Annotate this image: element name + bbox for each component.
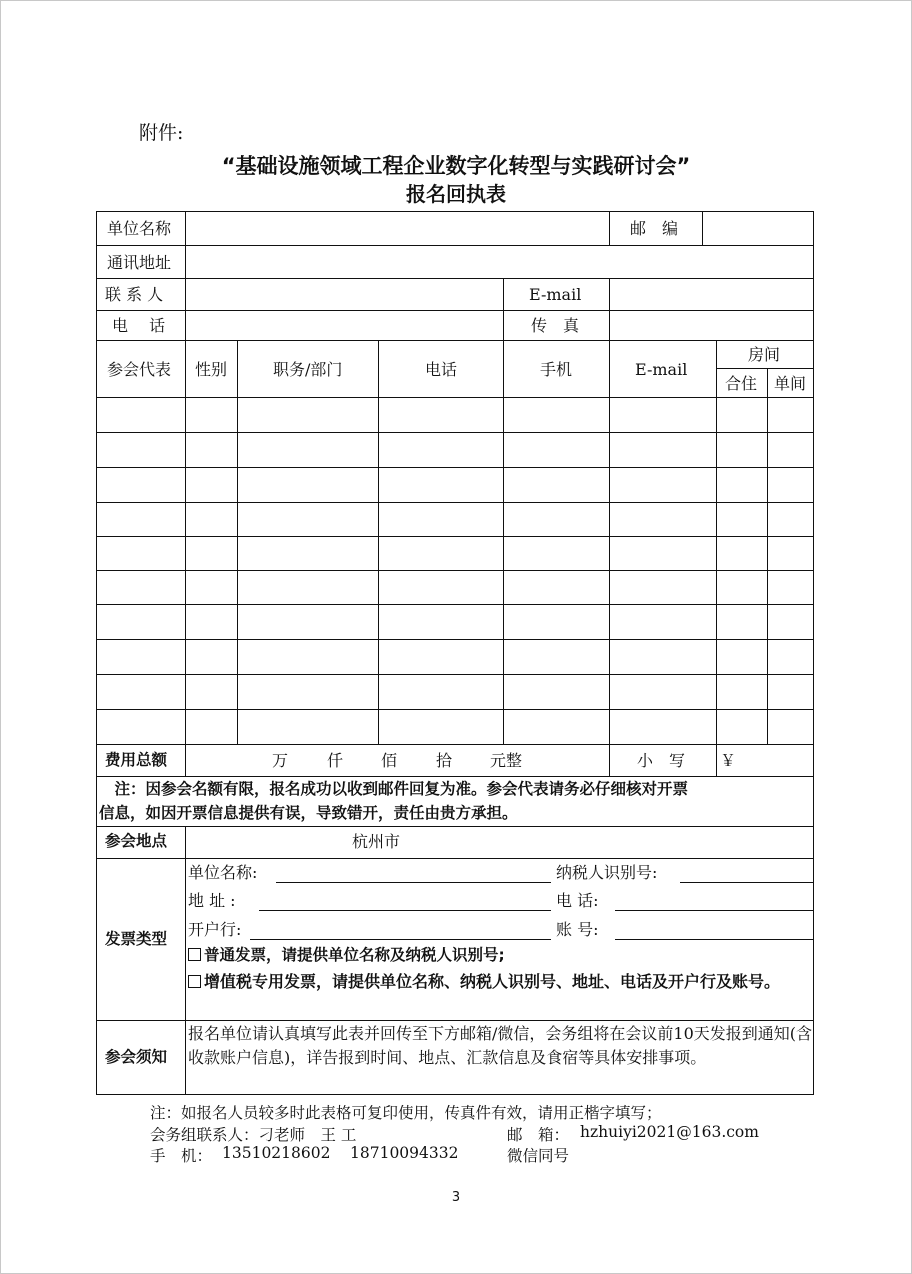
footer-mobile-label: 手 机： [150,1147,213,1165]
footer-wechat: 微信同号 [507,1147,570,1165]
fee-yuan: 元整 [490,751,523,770]
fee-shi: 拾 [436,751,453,770]
fee-wan: 万 [272,751,289,770]
phone-label: 电 话 [112,316,166,335]
invoice-account-field[interactable] [615,939,813,940]
gender-header: 性别 [195,360,228,379]
note-line-2: 信息，如因开票信息提供有误，导致错开，责任由贵方承担。 [99,804,518,822]
invoice-phone-field[interactable] [615,910,813,911]
venue-value: 杭州市 [352,832,401,851]
mobile-header: 手机 [540,360,573,379]
page-subtitle: 报名回执表 [406,182,506,206]
page-title: “基础设施领域工程企业数字化转型与实践研讨会” [221,154,691,178]
address-label: 通讯地址 [107,253,172,272]
invoice-taxpayer-label: 纳税人识别号: [556,863,658,882]
invoice-option-normal-text: 普通发票，请提供单位名称及纳税人识别号; [204,946,505,964]
invoice-option-normal[interactable] [188,948,505,964]
invoice-type-label: 发票类型 [105,930,168,948]
email-label: E-mail [529,285,582,304]
venue-label: 参会地点 [105,832,168,850]
invoice-unit-name-label: 单位名称: [188,863,258,882]
footer-mobile-1: 13510218602 [222,1144,331,1162]
invoice-bank-field[interactable] [250,939,551,940]
fee-bai: 佰 [381,751,398,770]
notice-text: 报名单位请认真填写此表并回传至下方邮箱/微信，会务组将在会议前10天发报到通知(含收款账户信息)，详告报到时间、地点、汇款信息及食宿等具体安排事项。 [188,1024,812,1067]
unit-name-label: 单位名称 [107,219,172,238]
footer-email-label: 邮 箱： [507,1126,570,1144]
footer-contact: 会务组联系人：刁老师 王 工 [150,1126,357,1144]
page-number: 3 [451,1190,461,1205]
contact-person-label: 联 系 人 [105,285,164,304]
fee-lowercase-label: 小 写 [637,751,686,770]
invoice-address-field[interactable] [259,910,551,911]
invoice-account-label: 账 号: [556,920,599,939]
invoice-address-label: 地 址 : [188,891,236,910]
fax-label: 传 真 [531,316,580,335]
invoice-option-vat[interactable] [188,970,812,994]
invoice-unit-name-field[interactable] [276,882,551,883]
checkbox-normal-invoice[interactable] [188,948,201,961]
postcode-label: 邮 编 [630,219,679,238]
attachment-label: 附件: [139,122,184,144]
single-room-header: 单间 [774,374,807,393]
position-header: 职务/部门 [273,360,343,379]
room-header: 房间 [748,345,781,364]
fee-qian: 仟 [327,751,344,770]
email-header: E-mail [635,360,688,379]
invoice-bank-label: 开户行: [188,920,242,939]
footer-email: hzhuiyi2021@163.com [580,1123,759,1141]
invoice-taxpayer-field[interactable] [680,882,813,883]
checkbox-vat-invoice[interactable] [188,975,201,988]
yen-sign: ￥ [720,751,737,770]
footer-mobile-2: 18710094332 [350,1144,459,1162]
notice-label: 参会须知 [105,1048,168,1066]
phone-header: 电话 [425,360,458,379]
footer-note: 注：如报名人员较多时此表格可复印使用，传真件有效，请用正楷字填写； [150,1104,662,1122]
shared-room-header: 合住 [725,374,758,393]
delegate-header: 参会代表 [107,360,172,379]
invoice-option-vat-text: 增值税专用发票，请提供单位名称、纳税人识别号、地址、电话及开户行及账号。 [204,972,781,991]
note-line-1: 注：因参会名额有限，报名成功以收到邮件回复为准。参会代表请务必仔细核对开票 [99,780,689,798]
fee-total-label: 费用总额 [105,751,168,769]
invoice-phone-label: 电 话: [556,891,599,910]
